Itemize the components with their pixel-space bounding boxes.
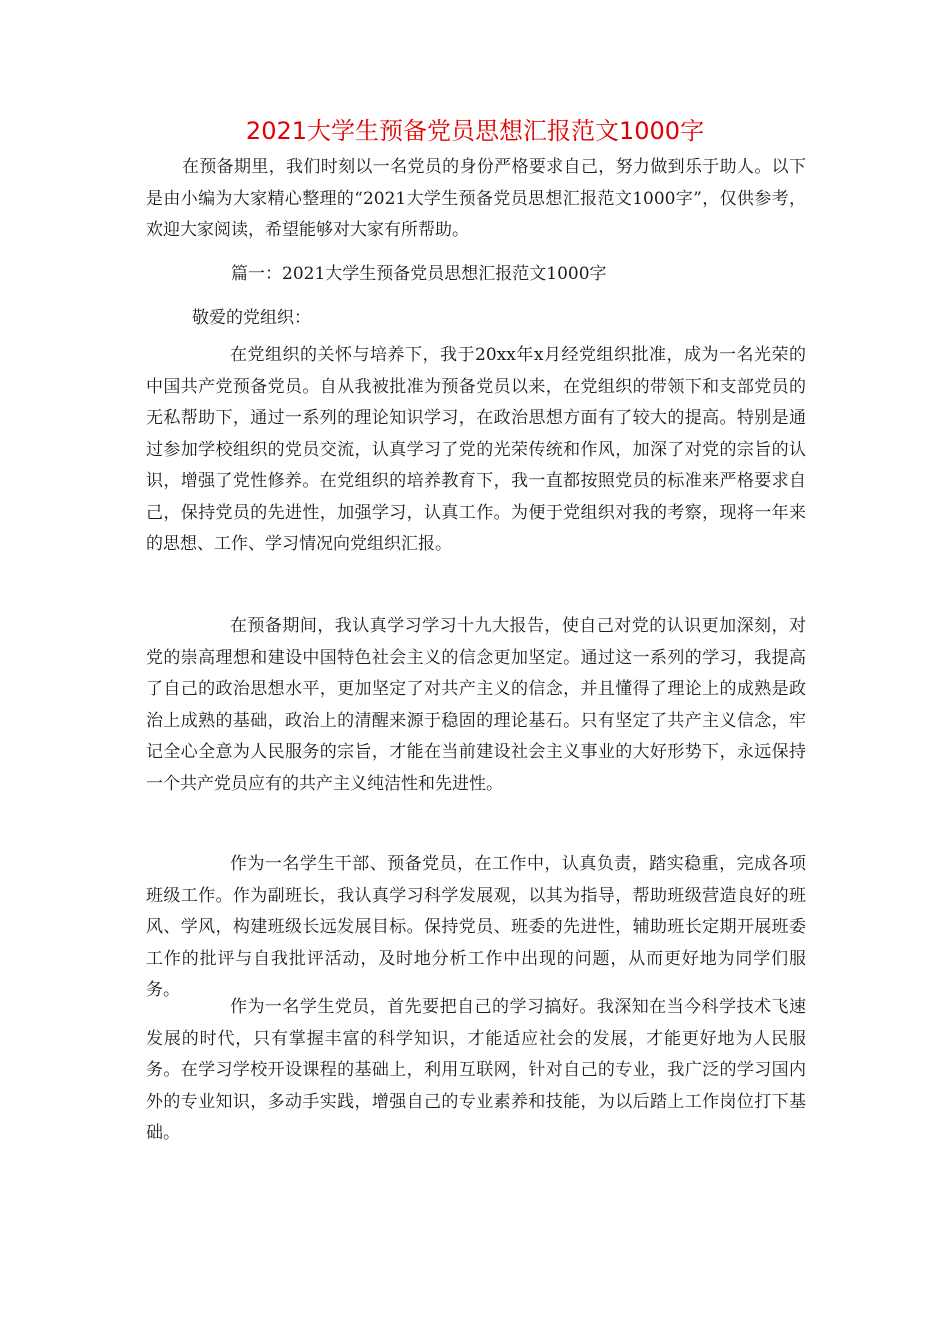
chapter-heading: 篇一：2021大学生预备党员思想汇报范文1000字 xyxy=(231,264,607,284)
body-paragraph: 作为一名学生党员，首先要把自己的学习搞好。我深知在当今科学技术飞速发展的时代，只有掌握丰富的科学知识，才能适应社会的发展，才能更好地为人民服务。在学习学校开设课程的基础上，利用互联网，针对自己的专业，我广泛的学习国内外的专业知识，多动手实践，增强自己的专业素养和技能，为以后踏上工作岗位打下基础。 xyxy=(146,997,806,1143)
body-paragraph: 在党组织的关怀与培养下，我于20xx年x月经党组织批准，成为一名光荣的中国共产党预备党员。自从我被批准为预备党员以来，在党组织的带领下和支部党员的无私帮助下，通过一系列的理论知识学习，在政治思想方面有了较大的提高。特别是通过参加学校组织的党员交流，认真学习了党的光荣传统和作风，加深了对党的宗旨的认识，增强了党性修养。在党组织的培养教育下，我一直都按照党员的标准来严格要求自己，保持党员的先进性，加强学习，认真工作。为便于党组织对我的考察，现将一年来的思想、工作、学习情况向党组织汇报。 xyxy=(146,345,806,554)
document-title: 2021大学生预备党员思想汇报范文1000字 xyxy=(245,117,705,145)
body-paragraph: 作为一名学生干部、预备党员，在工作中，认真负责，踏实稳重，完成各项班级工作。作为副班长，我认真学习科学发展观，以其为指导，帮助班级营造良好的班风、学风，构建班级长远发展目标。保持党员、班委的先进性，辅助班长定期开展班委工作的批评与自我批评活动，及时地分析工作中出现的问题，从而更好地为同学们服务。 xyxy=(146,854,806,1000)
intro-paragraph: 在预备期里，我们时刻以一名党员的身份严格要求自己，努力做到乐于助人。以下是由小编为大家精心整理的“2021大学生预备党员思想汇报范文1000字”，仅供参考，欢迎大家阅读，希望能够对大家有所帮助。 xyxy=(146,157,806,240)
body-paragraph: 在预备期间，我认真学习学习十九大报告，使自己对党的认识更加深刻，对党的崇高理想和建设中国特色社会主义的信念更加坚定。通过这一系列的学习，我提高了自己的政治思想水平，更加坚定了对共产主义的信念，并且懂得了理论上的成熟是政治上成熟的基础，政治上的清醒来源于稳固的理论基石。只有坚定了共产主义信念，牢记全心全意为人民服务的宗旨，才能在当前建设社会主义事业的大好形势下，永远保持一个共产党员应有的共产主义纯洁性和先进性。 xyxy=(146,616,806,794)
salutation: 敬爱的党组织： xyxy=(192,308,311,328)
